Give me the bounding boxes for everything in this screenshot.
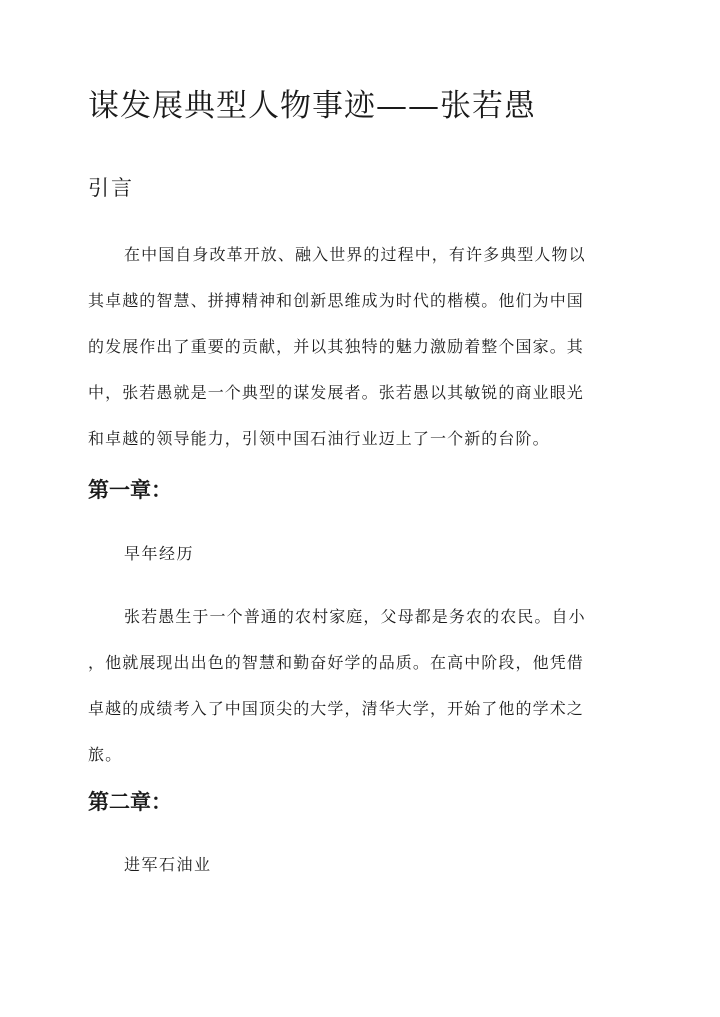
paragraph-line: 的发展作出了重要的贡献，并以其独特的魅力激励着整个国家。其 bbox=[88, 337, 584, 356]
chapter-1-heading: 第一章： bbox=[88, 477, 172, 502]
paragraph-line: 卓越的成绩考入了中国顶尖的大学，清华大学，开始了他的学术之 bbox=[88, 699, 584, 718]
paragraph-line: 中，张若愚就是一个典型的谋发展者。张若愚以其敏锐的商业眼光 bbox=[88, 383, 584, 402]
paragraph-line: 其卓越的智慧、拼搏精神和创新思维成为时代的楷模。他们为中国 bbox=[88, 291, 584, 310]
intro-paragraph bbox=[88, 232, 648, 462]
paragraph-line: 在中国自身改革开放、融入世界的过程中，有许多典型人物以 bbox=[124, 245, 586, 264]
intro-heading: 引言 bbox=[88, 176, 134, 200]
chapter-1-paragraph bbox=[88, 594, 648, 778]
chapter-1-subheading: 早年经历 bbox=[124, 544, 195, 563]
document-title: 谋发展典型人物事迹——张若愚 bbox=[88, 88, 536, 124]
chapter-2-subheading: 进军石油业 bbox=[124, 855, 212, 874]
paragraph-line: 旅。 bbox=[88, 745, 123, 764]
paragraph-line: 和卓越的领导能力，引领中国石油行业迈上了一个新的台阶。 bbox=[88, 429, 550, 448]
paragraph-line: ，他就展现出出色的智慧和勤奋好学的品质。在高中阶段，他凭借 bbox=[88, 653, 584, 672]
paragraph-line: 张若愚生于一个普通的农村家庭，父母都是务农的农民。自小 bbox=[124, 607, 586, 626]
chapter-2-heading: 第二章： bbox=[88, 789, 172, 814]
